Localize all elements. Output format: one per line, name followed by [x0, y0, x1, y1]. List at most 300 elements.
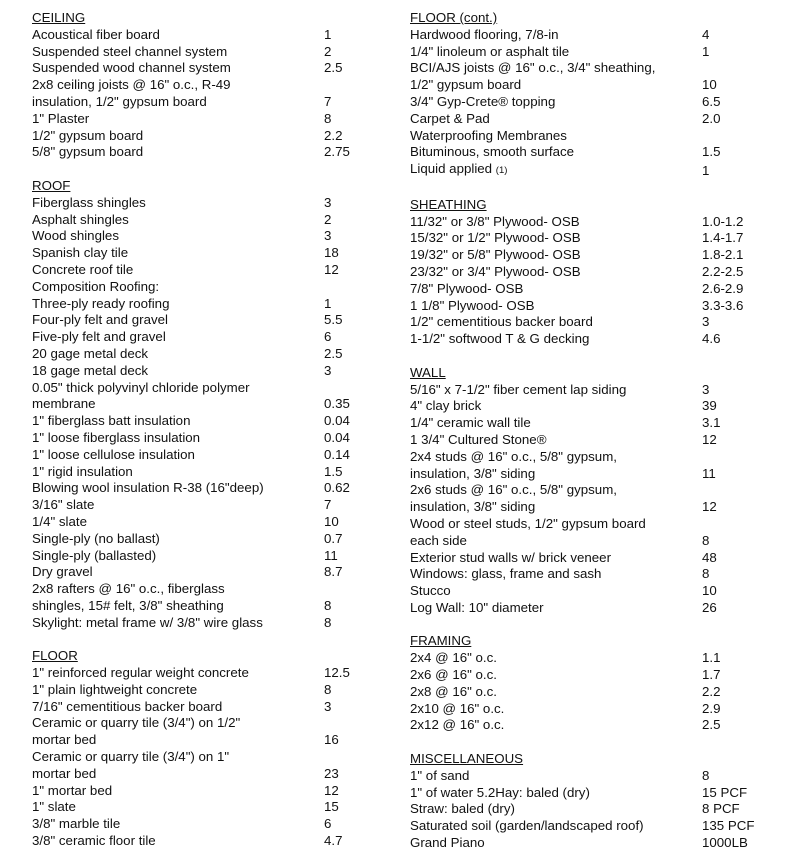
weight-value: 11	[324, 547, 338, 563]
table-row	[410, 516, 780, 550]
table-row	[32, 27, 382, 44]
weight-value: 1000LB	[702, 835, 748, 851]
material-name-text: 1" Plaster	[32, 110, 90, 126]
table-row	[410, 600, 780, 617]
table-row	[32, 212, 382, 229]
material-name	[410, 298, 702, 315]
material-name-text: 1" loose cellulose insulation	[32, 446, 195, 462]
material-name-text: Straw: baled (dry)	[410, 801, 515, 817]
material-name	[410, 60, 702, 94]
material-name-text: 3/16" slate	[32, 497, 95, 513]
material-name	[32, 816, 324, 833]
material-name-text: 1" reinforced regular weight concrete	[32, 665, 249, 681]
weight-value: 11	[702, 465, 716, 481]
table-row	[32, 799, 382, 816]
table-row	[410, 247, 780, 264]
table-row	[410, 398, 780, 415]
table-row	[32, 77, 382, 111]
section-framing	[410, 633, 780, 734]
material-name	[410, 684, 702, 701]
material-name	[32, 144, 324, 161]
left-column	[32, 10, 382, 850]
table-row	[410, 331, 780, 348]
material-name-text: Exterior stud walls w/ brick veneer	[410, 549, 611, 565]
material-name-text: Concrete roof tile	[32, 261, 134, 277]
material-name	[32, 564, 324, 581]
table-row	[32, 615, 382, 632]
table-row	[32, 564, 382, 581]
material-name	[32, 245, 324, 262]
material-name-text: 19/32" or 5/8" Plywood- OSB	[410, 247, 581, 263]
table-row	[410, 264, 780, 281]
weight-value: 8 PCF	[702, 801, 740, 817]
table-row	[410, 298, 780, 315]
weight-value: 8	[324, 614, 332, 630]
material-name	[410, 111, 702, 128]
table-row	[32, 682, 382, 699]
weight-value: 15	[324, 799, 339, 815]
material-name	[410, 281, 702, 298]
weight-value: 2	[324, 43, 332, 59]
weight-value: 16	[324, 732, 339, 748]
material-name-text: 20 gage metal deck	[32, 345, 149, 361]
weight-value: 0.04	[324, 429, 350, 445]
weight-value: 1.4-1.7	[702, 230, 744, 246]
material-name	[32, 497, 324, 514]
weight-value: 1	[702, 163, 710, 179]
table-row	[32, 581, 382, 615]
weight-value: 12	[702, 431, 717, 447]
material-name	[32, 749, 324, 783]
table-row	[32, 514, 382, 531]
table-row	[410, 281, 780, 298]
weight-value: 2.2-2.5	[702, 263, 744, 279]
material-name	[410, 230, 702, 247]
section-sheathing	[410, 197, 780, 348]
material-name-text: Saturated soil (garden/landscaped roof)	[410, 818, 644, 834]
material-name-text: 1" fiberglass batt insulation	[32, 413, 191, 429]
material-name	[32, 312, 324, 329]
section-heading: CEILING	[32, 10, 86, 25]
weight-value: 135 PCF	[702, 818, 755, 834]
table-row	[410, 717, 780, 734]
material-name-text: Ceramic or quarry tile (3/4") on 1" mortar bed	[32, 749, 230, 781]
table-row	[410, 314, 780, 331]
weight-value: 2.9	[702, 700, 721, 716]
section-floor-cont	[410, 10, 780, 180]
material-name	[410, 44, 702, 61]
table-row	[32, 430, 382, 447]
material-name	[410, 27, 702, 44]
weight-value: 3	[324, 698, 332, 714]
material-name	[32, 682, 324, 699]
material-name	[32, 77, 324, 111]
weight-value: 4	[702, 26, 710, 42]
material-name	[32, 833, 324, 850]
material-name	[32, 615, 324, 632]
table-row	[410, 128, 780, 145]
material-name-text: 5/16" x 7-1/2" fiber cement lap siding	[410, 381, 627, 397]
weight-value: 0.62	[324, 480, 350, 496]
weight-value: 26	[702, 599, 717, 615]
weight-value: 1.8-2.1	[702, 247, 744, 263]
table-row	[32, 715, 382, 749]
material-name-text: 1" slate	[32, 799, 76, 815]
table-row	[410, 449, 780, 483]
material-name-text: 18 gage metal deck	[32, 362, 149, 378]
table-row	[32, 464, 382, 481]
weight-value: 8	[324, 110, 332, 126]
material-name-text: Waterproofing Membranes	[410, 127, 567, 143]
weight-value: 4.6	[702, 331, 721, 347]
weight-value: 12	[324, 782, 339, 798]
weight-value: 1.0-1.2	[702, 213, 744, 229]
weight-value: 2.5	[324, 345, 343, 361]
material-name	[32, 413, 324, 430]
material-name	[410, 768, 702, 785]
table-row	[32, 699, 382, 716]
material-name-text: 1" plain lightweight concrete	[32, 681, 198, 697]
material-name	[410, 785, 702, 802]
weight-value: 12	[324, 261, 339, 277]
table-row	[32, 783, 382, 800]
section-heading: SHEATHING	[410, 196, 487, 212]
weight-value: 7	[324, 93, 332, 109]
table-row	[410, 650, 780, 667]
material-name	[410, 94, 702, 111]
table-row	[32, 279, 382, 296]
table-row	[32, 346, 382, 363]
material-name-text: Dry gravel	[32, 564, 93, 580]
weight-value: 6	[324, 816, 332, 832]
table-row	[410, 684, 780, 701]
material-name-text: 2x12 @ 16" o.c.	[410, 717, 505, 733]
table-row	[32, 111, 382, 128]
material-name	[410, 382, 702, 399]
material-name-text: 1 1/8" Plywood- OSB	[410, 297, 535, 313]
table-row	[410, 415, 780, 432]
material-name	[410, 128, 702, 145]
table-row	[410, 583, 780, 600]
weight-value: 0.14	[324, 446, 350, 462]
material-name-text: Hardwood flooring, 7/8-in	[410, 26, 559, 42]
section-ceiling	[32, 10, 382, 161]
weight-value: 8	[702, 532, 710, 548]
material-name-text: 3/4" Gyp-Crete® topping	[410, 93, 556, 109]
material-name	[410, 600, 702, 617]
material-name	[410, 801, 702, 818]
weight-value: 2.2	[702, 683, 721, 699]
material-name-text: 1/2" cementitious backer board	[410, 314, 593, 330]
material-name-text: Log Wall: 10" diameter	[410, 599, 544, 615]
table-row	[410, 27, 780, 44]
material-name	[32, 380, 324, 414]
material-name-text: Acoustical fiber board	[32, 26, 160, 42]
material-name-text: Bituminous, smooth surface	[410, 144, 575, 160]
section-wall	[410, 365, 780, 617]
material-name	[410, 818, 702, 835]
table-row	[410, 60, 780, 94]
material-name-text: 7/8" Plywood- OSB	[410, 280, 524, 296]
weight-value: 39	[702, 398, 717, 414]
table-row	[32, 262, 382, 279]
material-name	[32, 531, 324, 548]
weight-value: 6.5	[702, 93, 721, 109]
table-row	[32, 480, 382, 497]
material-name	[410, 566, 702, 583]
material-name-text: Three-ply ready roofing	[32, 295, 170, 311]
material-name	[410, 398, 702, 415]
table-row	[410, 482, 780, 516]
material-name	[32, 262, 324, 279]
material-name	[32, 715, 324, 749]
material-name-text: Liquid applied	[410, 161, 493, 177]
material-name-text: 3/8" marble tile	[32, 816, 121, 832]
material-name	[32, 548, 324, 565]
material-name	[32, 480, 324, 497]
weight-value: 12	[702, 499, 717, 515]
material-name-text: 2x4 studs @ 16" o.c., 5/8" gypsum, insulation, 3/8" siding	[410, 448, 617, 481]
table-row	[32, 144, 382, 161]
material-name	[32, 346, 324, 363]
weight-value: 8.7	[324, 564, 343, 580]
table-row	[32, 833, 382, 850]
material-name-text: 7/16" cementitious backer board	[32, 698, 223, 714]
material-name	[32, 430, 324, 447]
material-name-text: Wood shingles	[32, 228, 119, 244]
table-row	[32, 447, 382, 464]
weight-value: 3	[324, 194, 332, 210]
material-name	[410, 701, 702, 718]
material-name-text: 1/4" slate	[32, 513, 87, 529]
section-roof	[32, 178, 382, 632]
material-name-text: Suspended steel channel system	[32, 43, 228, 59]
material-name	[32, 699, 324, 716]
weight-value: 2	[324, 211, 332, 227]
table-row	[410, 382, 780, 399]
weight-value: 2.2	[324, 127, 343, 143]
section-heading: FRAMING	[410, 633, 472, 649]
material-name-text: 2x8 @ 16" o.c.	[410, 683, 497, 699]
material-name	[32, 111, 324, 128]
weight-value: 7	[324, 497, 332, 513]
section-floor	[32, 648, 382, 850]
material-name-text: 15/32" or 1/2" Plywood- OSB	[410, 230, 581, 246]
section-heading: MISCELLANEOUS	[410, 751, 524, 767]
table-row	[410, 111, 780, 128]
material-name-text: BCI/AJS joists @ 16" o.c., 3/4" sheathing, 1/2" gypsum board	[410, 60, 656, 93]
weight-value: 1	[702, 43, 710, 59]
weight-value: 2.75	[324, 144, 350, 160]
table-row	[410, 667, 780, 684]
material-name-text: Windows: glass, frame and sash	[410, 566, 602, 582]
material-name-text: 1" of sand	[410, 767, 470, 783]
section-heading: WALL	[410, 364, 446, 380]
material-name	[32, 128, 324, 145]
table-row	[32, 245, 382, 262]
table-row	[410, 550, 780, 567]
table-row	[32, 363, 382, 380]
table-row	[410, 214, 780, 231]
material-name-text: 4" clay brick	[410, 398, 482, 414]
material-name-text: 11/32" or 3/8" Plywood- OSB	[410, 213, 580, 229]
material-name	[32, 228, 324, 245]
material-name	[32, 363, 324, 380]
weight-value: 1	[324, 26, 332, 42]
table-row	[410, 835, 780, 852]
weight-value: 5.5	[324, 312, 343, 328]
section-miscellaneous	[410, 751, 780, 852]
material-name-text: 1/4" ceramic wall tile	[410, 415, 531, 431]
weight-value: 3	[324, 362, 332, 378]
table-row	[410, 230, 780, 247]
weight-value: 3	[702, 381, 710, 397]
material-name	[32, 212, 324, 229]
material-name	[32, 60, 324, 77]
material-name	[410, 161, 702, 180]
material-name	[410, 415, 702, 432]
material-name-text: Ceramic or quarry tile (3/4") on 1/2" mortar bed	[32, 715, 241, 748]
weight-value: 3	[324, 228, 332, 244]
material-name	[32, 799, 324, 816]
weight-value: 10	[324, 513, 339, 529]
table-row	[32, 413, 382, 430]
material-name-text: 2x4 @ 16" o.c.	[410, 650, 497, 666]
material-name	[410, 717, 702, 734]
material-name	[410, 482, 702, 516]
footnote-marker: (1)	[495, 165, 508, 177]
material-name-text: 1" rigid insulation	[32, 463, 133, 479]
table-row	[410, 785, 780, 802]
weight-value: 1.1	[702, 650, 721, 666]
weight-value: 3	[702, 314, 710, 330]
table-row	[32, 749, 382, 783]
material-name	[32, 279, 324, 296]
material-name-text: 1/2" gypsum board	[32, 127, 144, 143]
material-name-text: 2x8 ceiling joists @ 16" o.c., R-49 insulation, 1/2" gypsum board	[32, 77, 231, 109]
weight-value: 10	[702, 583, 717, 599]
weight-value: 0.7	[324, 530, 343, 546]
table-row	[32, 228, 382, 245]
material-name-text: Single-ply (no ballast)	[32, 530, 160, 546]
material-name	[32, 27, 324, 44]
material-name	[410, 516, 702, 550]
material-name-text: 0.05" thick polyvinyl chloride polymer membrane	[32, 379, 250, 412]
material-name	[32, 195, 324, 212]
table-row	[32, 816, 382, 833]
table-row	[410, 566, 780, 583]
table-row	[32, 548, 382, 565]
weight-value: 8	[324, 681, 332, 697]
table-row	[32, 497, 382, 514]
material-name	[410, 331, 702, 348]
material-name	[410, 247, 702, 264]
weight-value: 3.1	[702, 415, 721, 431]
weight-value: 0.04	[324, 413, 350, 429]
material-name-text: 1-1/2" softwood T & G decking	[410, 331, 590, 347]
table-row	[32, 195, 382, 212]
table-row	[32, 665, 382, 682]
material-name-text: Carpet & Pad	[410, 110, 490, 126]
material-name-text: 2x10 @ 16" o.c.	[410, 700, 505, 716]
weight-value: 1.5	[702, 144, 721, 160]
weight-value: 23	[324, 765, 339, 781]
material-name-text: 1" of water 5.2Hay: baled (dry)	[410, 784, 590, 800]
material-name	[410, 314, 702, 331]
material-name-text: Single-ply (ballasted)	[32, 547, 157, 563]
weight-value: 8	[702, 566, 710, 582]
material-name-text: Spanish clay tile	[32, 245, 129, 261]
material-name-text: Grand Piano	[410, 835, 485, 851]
weight-value: 0.35	[324, 396, 350, 412]
weight-value: 1.7	[702, 667, 721, 683]
material-name	[32, 296, 324, 313]
table-row	[32, 44, 382, 61]
weight-value: 1	[324, 295, 332, 311]
weight-value: 1.5	[324, 463, 343, 479]
table-row	[32, 531, 382, 548]
material-name-text: 2x8 rafters @ 16" o.c., fiberglass shingles, 15# felt, 3/8" sheathing	[32, 581, 225, 613]
material-name	[410, 432, 702, 449]
material-name-text: 2x6 studs @ 16" o.c., 5/8" gypsum, insulation, 3/8" siding	[410, 482, 617, 515]
material-name-text: Suspended wood channel system	[32, 60, 231, 76]
table-row	[410, 94, 780, 111]
table-row	[32, 128, 382, 145]
section-heading: ROOF	[32, 177, 71, 193]
material-name	[410, 214, 702, 231]
material-name	[32, 783, 324, 800]
material-name	[32, 329, 324, 346]
weight-value: 2.0	[702, 110, 721, 126]
material-name	[410, 144, 702, 161]
table-row	[410, 701, 780, 718]
material-name-text: 1" mortar bed	[32, 782, 113, 798]
material-name-text: Blowing wool insulation R-38 (16"deep)	[32, 480, 264, 496]
table-row	[410, 818, 780, 835]
table-row	[32, 296, 382, 313]
material-name	[32, 447, 324, 464]
material-name	[32, 44, 324, 61]
table-row	[410, 801, 780, 818]
right-column	[410, 10, 780, 852]
material-name	[410, 449, 702, 483]
material-name-text: Asphalt shingles	[32, 211, 129, 227]
table-row	[32, 329, 382, 346]
weight-value: 48	[702, 549, 717, 565]
weight-value: 3.3-3.6	[702, 297, 744, 313]
weight-value: 4.7	[324, 833, 343, 849]
material-name	[410, 835, 702, 852]
section-heading: FLOOR	[32, 648, 78, 664]
material-name	[32, 665, 324, 682]
weight-value: 2.5	[324, 60, 343, 76]
material-name	[32, 464, 324, 481]
table-row	[410, 432, 780, 449]
weight-value: 8	[702, 767, 710, 783]
weight-value: 6	[324, 329, 332, 345]
material-name-text: 23/32" or 3/4" Plywood- OSB	[410, 263, 581, 279]
material-name-text: Five-ply felt and gravel	[32, 329, 166, 345]
weight-value: 8	[324, 597, 332, 613]
table-row	[410, 44, 780, 61]
weight-value: 18	[324, 245, 339, 261]
table-row	[32, 60, 382, 77]
material-name	[410, 550, 702, 567]
material-name-text: 1 3/4" Cultured Stone®	[410, 431, 547, 447]
material-name	[32, 514, 324, 531]
table-row	[410, 161, 780, 180]
material-name-text: 3/8" ceramic floor tile	[32, 833, 156, 849]
